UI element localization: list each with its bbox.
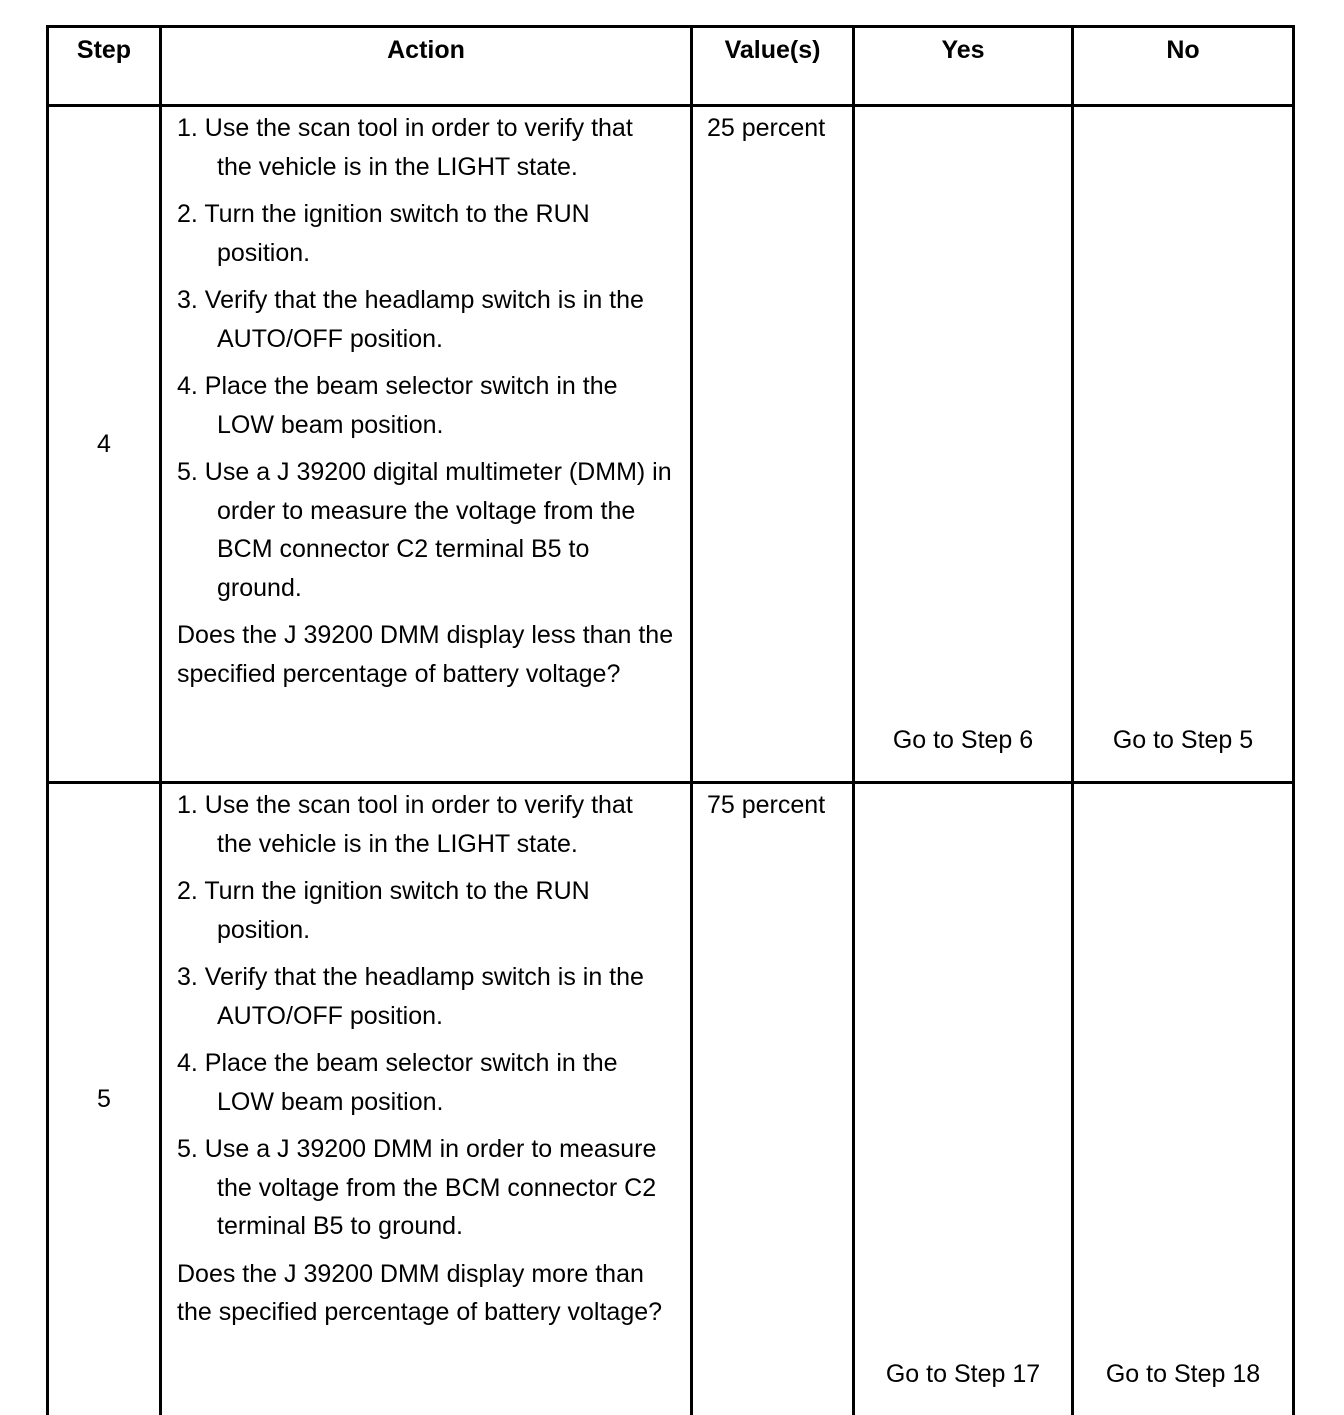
action-item: 5. Use a J 39200 DMM in order to measure the voltage from the BCM connector C2 terminal B5 to ground.: [177, 1130, 674, 1246]
no-cell: Go to Step 5: [1073, 106, 1294, 783]
yes-cell: Go to Step 17: [854, 783, 1073, 1415]
action-item: 1. Use the scan tool in order to verify that the vehicle is in the LIGHT state.: [177, 109, 674, 186]
header-step: Step: [48, 27, 161, 106]
no-cell: Go to Step 18: [1073, 783, 1294, 1415]
value-cell: 75 percent: [692, 783, 854, 1415]
header-yes: Yes: [854, 27, 1073, 106]
diagnostic-table-page: [46, 25, 1292, 1404]
action-cell: [161, 106, 692, 783]
action-cell: [161, 783, 692, 1415]
header-no: No: [1073, 27, 1294, 106]
action-item: 5. Use a J 39200 digital multimeter (DMM) in order to measure the voltage from the BCM connector C2 terminal B5 to ground.: [177, 453, 674, 607]
action-item: 1. Use the scan tool in order to verify that the vehicle is in the LIGHT state.: [177, 786, 674, 863]
action-item: 2. Turn the ignition switch to the RUN position.: [177, 872, 674, 949]
step-number: 4: [48, 106, 161, 783]
action-item: 2. Turn the ignition switch to the RUN position.: [177, 195, 674, 272]
yes-cell: Go to Step 6: [854, 106, 1073, 783]
value-cell: 25 percent: [692, 106, 854, 783]
header-action: Action: [161, 27, 692, 106]
table-row-step-5: [48, 783, 1294, 1415]
action-item: 3. Verify that the headlamp switch is in the AUTO/OFF position.: [177, 281, 674, 358]
header-values: Value(s): [692, 27, 854, 106]
diagnostic-table: [46, 25, 1295, 1415]
action-item: 3. Verify that the headlamp switch is in the AUTO/OFF position.: [177, 958, 674, 1035]
header-row: [48, 27, 1294, 106]
action-question: Does the J 39200 DMM display less than the specified percentage of battery voltage?: [177, 616, 674, 693]
action-item: 4. Place the beam selector switch in the LOW beam position.: [177, 1044, 674, 1121]
action-item: 4. Place the beam selector switch in the LOW beam position.: [177, 367, 674, 444]
step-number: 5: [48, 783, 161, 1415]
table-row-step-4: [48, 106, 1294, 783]
action-question: Does the J 39200 DMM display more than the specified percentage of battery voltage?: [177, 1255, 674, 1332]
